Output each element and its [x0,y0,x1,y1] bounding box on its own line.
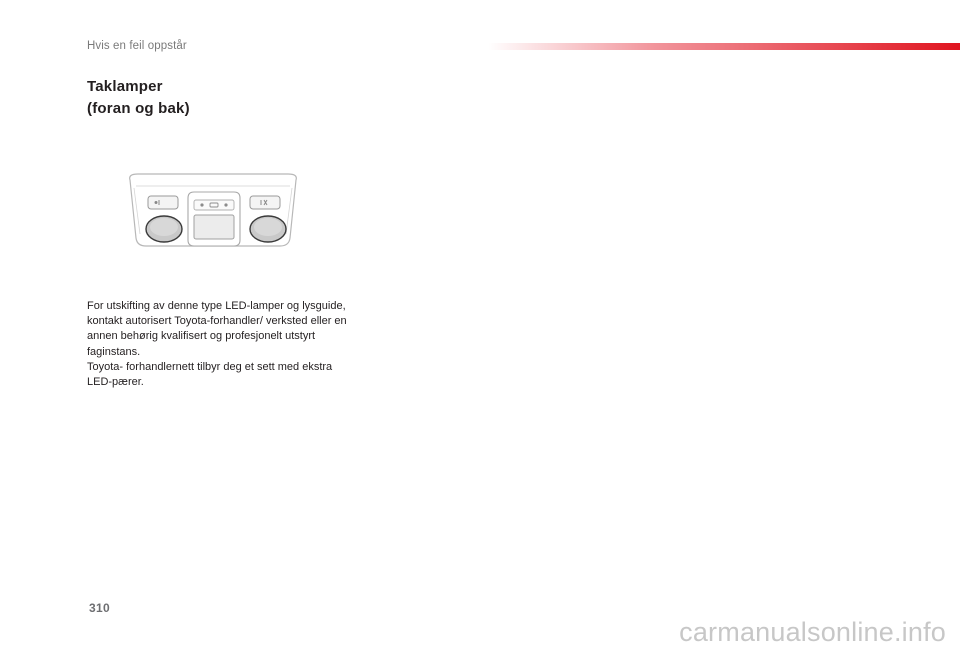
body-paragraph-2: Toyota- forhandlernett tilbyr deg et sett med ekstra LED-pærer. [87,360,333,389]
header-accent-bar [488,43,960,50]
left-switch-dot [155,201,158,204]
page-title [87,76,190,120]
watermark: carmanualsonline.info [679,617,946,647]
page-number: 310 [89,601,110,615]
section-header: Hvis en feil oppstår [87,40,187,52]
left-switch-icon [148,196,178,209]
center-buttons [194,200,234,210]
ceiling-lamp-illustration-icon [124,168,302,253]
center-lens [194,215,234,239]
title-line-1: Taklamper [87,78,163,95]
title-line-2: (foran og bak) [87,100,190,117]
body-text [87,299,349,390]
body-paragraph-1: For utskifting av denne type LED-lamper og lysguide, kontakt autorisert Toyota-forhandler/ verksted eller en annen behørig kvalifisert og profesjonelt utstyrt faginstans. [87,300,347,358]
